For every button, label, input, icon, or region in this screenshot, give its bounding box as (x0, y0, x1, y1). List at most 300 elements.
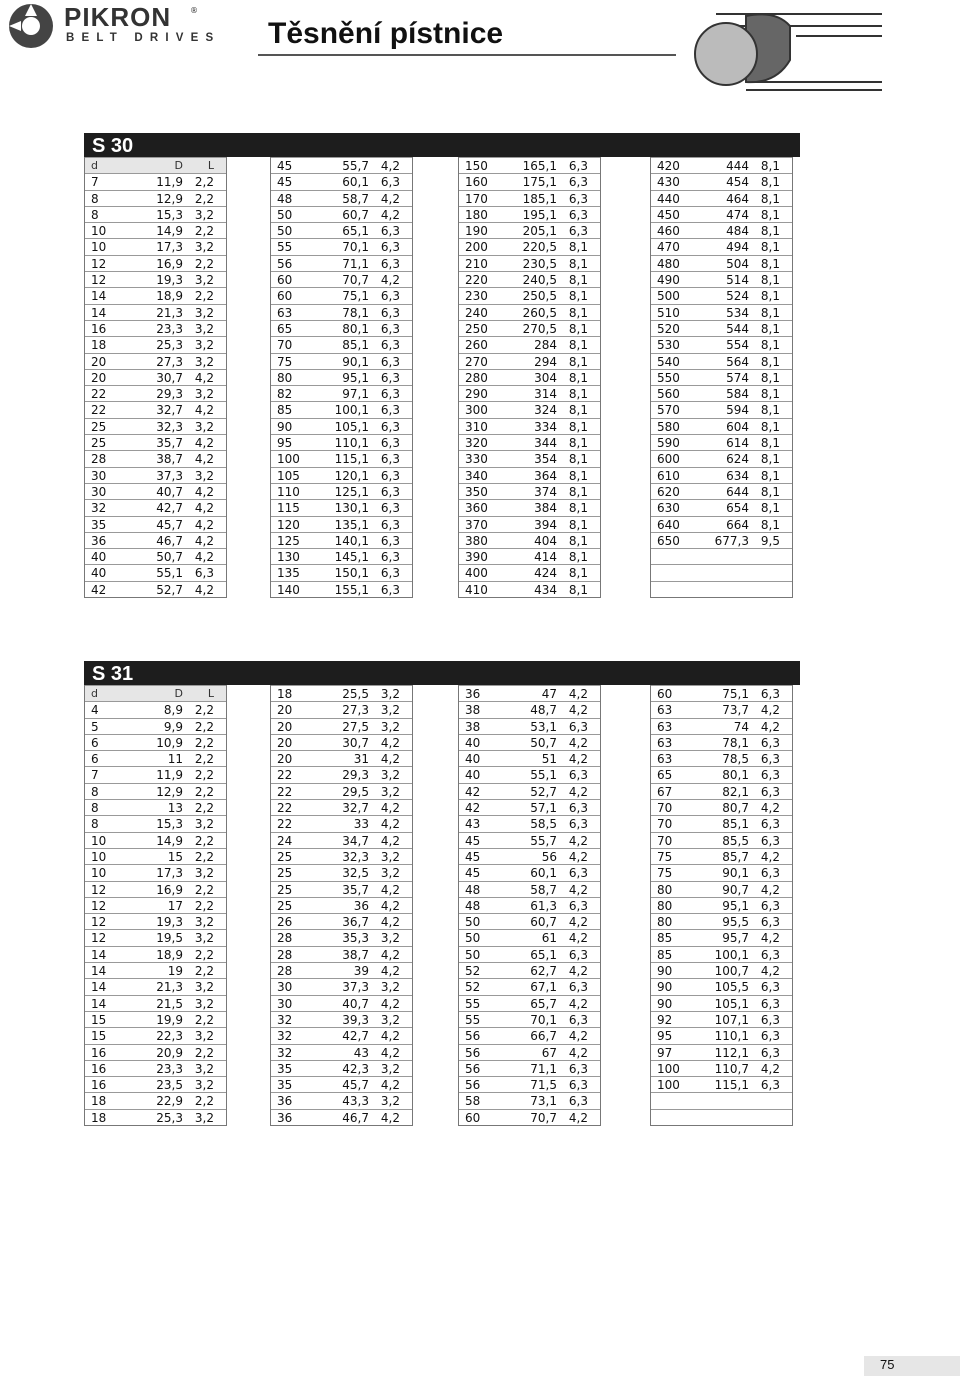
table-cell: 40 (465, 735, 481, 750)
table-row (651, 946, 792, 962)
table-cell: 75 (657, 849, 673, 864)
table-cell: 270,5 (522, 321, 557, 336)
table-cell: 55 (465, 996, 481, 1011)
table-cell: 3,2 (380, 866, 400, 881)
table-row (85, 799, 226, 815)
table-cell: 6,3 (760, 784, 780, 799)
table-cell: 270 (465, 354, 488, 369)
table-cell: 3,2 (194, 980, 214, 995)
table-cell: 3,2 (380, 719, 400, 734)
table-cell: 3,2 (194, 419, 214, 434)
table-cell: 6,3 (380, 517, 400, 532)
table-cell: 55,7 (530, 833, 557, 848)
table-cell: 7 (91, 768, 99, 783)
table-cell: 30,7 (156, 370, 183, 385)
table-row (271, 238, 412, 254)
table-cell: 6,3 (380, 224, 400, 239)
table-cell: 16 (91, 1061, 107, 1076)
table-cell: 4,2 (760, 964, 780, 979)
table-cell: 48 (465, 882, 481, 897)
table-row (651, 157, 792, 173)
table-row (271, 962, 412, 978)
page-title: Těsnění pístnice (268, 17, 504, 50)
table-cell: 32 (91, 501, 107, 516)
table-cell: 8,1 (760, 484, 780, 499)
table-cell: 6,3 (760, 687, 780, 701)
table-cell: 6,3 (760, 833, 780, 848)
table-cell: 2,2 (194, 735, 214, 750)
table-cell: 125,1 (334, 484, 369, 499)
table-cell: 8,1 (760, 191, 780, 206)
table-cell: 640 (657, 517, 680, 532)
table-cell: 500 (657, 289, 680, 304)
table-cell: 220,5 (522, 240, 557, 255)
table-cell: 4,2 (760, 882, 780, 897)
table-row (651, 1060, 792, 1076)
table-row (459, 766, 600, 782)
table-cell: 8,1 (568, 566, 588, 581)
table-cell: 3,2 (194, 207, 214, 222)
table-cell: 4,2 (380, 273, 400, 288)
table-cell: 28 (277, 947, 293, 962)
table-cell: 115 (277, 501, 300, 516)
table-cell: 504 (726, 256, 749, 271)
table-row (651, 718, 792, 734)
table-row (271, 483, 412, 499)
table-cell: 115,1 (334, 452, 369, 467)
table-cell: 4,2 (568, 915, 588, 930)
table-cell: 580 (657, 419, 680, 434)
table-cell: 8,1 (568, 273, 588, 288)
table-cell: 12 (91, 915, 107, 930)
table-row (459, 206, 600, 222)
table-row (85, 1076, 226, 1092)
table-cell: 10 (91, 224, 107, 239)
table-cell: 12 (91, 882, 107, 897)
table-row (271, 1092, 412, 1108)
table-cell: 3,2 (194, 338, 214, 353)
table-cell: 510 (657, 305, 680, 320)
table-cell: 6,3 (568, 159, 588, 173)
table-cell: 4,2 (760, 801, 780, 816)
table-cell: 28 (277, 964, 293, 979)
table-cell: 85,1 (722, 817, 749, 832)
table-cell: 85,5 (722, 833, 749, 848)
table-cell: 80 (277, 370, 293, 385)
table-row (459, 978, 600, 994)
table-row (651, 832, 792, 848)
table-cell: 4,2 (568, 1110, 588, 1125)
table-cell: 6,3 (760, 947, 780, 962)
table-cell: 6,3 (568, 866, 588, 881)
table-row (651, 548, 792, 564)
table-cell: 8 (91, 817, 99, 832)
table-cell: 38 (465, 719, 481, 734)
table-cell: 25,5 (342, 687, 369, 701)
table-cell: 18 (277, 687, 293, 701)
table-cell: 6,3 (568, 1012, 588, 1027)
table-cell: 52,7 (156, 582, 183, 597)
table-cell: 58,7 (530, 882, 557, 897)
table-row (651, 913, 792, 929)
table-cell: 23,5 (156, 1078, 183, 1093)
table-cell: 20,9 (156, 1045, 183, 1060)
table-cell: 100,1 (334, 403, 369, 418)
table-row (85, 881, 226, 897)
table-row (271, 255, 412, 271)
table-cell: 36 (91, 533, 107, 548)
table-cell: 8,1 (568, 533, 588, 548)
table-cell: 42,7 (156, 501, 183, 516)
table-row (459, 1076, 600, 1092)
table-cell: 4,2 (194, 436, 214, 451)
table-cell: 450 (657, 207, 680, 222)
table-cell: 32,7 (342, 801, 369, 816)
table-row (85, 564, 226, 580)
table-cell: 260,5 (522, 305, 557, 320)
table-cell: 4,2 (380, 159, 400, 173)
table-cell: 6,3 (760, 735, 780, 750)
table-row (459, 499, 600, 515)
table-row (271, 929, 412, 945)
table-cell: 15,3 (156, 817, 183, 832)
table-cell: 25,3 (156, 1110, 183, 1125)
table-cell: 20 (91, 354, 107, 369)
table-cell: 66,7 (530, 1029, 557, 1044)
table-cell: 4,2 (568, 703, 588, 718)
table-s30 (84, 133, 800, 597)
table-column-3 (458, 685, 601, 1126)
table-cell: 320 (465, 436, 488, 451)
table-cell: 14 (91, 980, 107, 995)
table-cell (755, 582, 792, 597)
table-cell: 284 (534, 338, 557, 353)
table-cell: 4,2 (194, 452, 214, 467)
table-cell (697, 549, 755, 564)
table-cell: 8,1 (760, 175, 780, 190)
table-cell: 330 (465, 452, 488, 467)
table-cell: 100,1 (714, 947, 749, 962)
table-cell: 56 (541, 849, 557, 864)
table-cell: 50 (277, 207, 293, 222)
table-cell: 90,1 (342, 354, 369, 369)
table-cell: 56 (465, 1078, 481, 1093)
table-cell: 60,7 (530, 915, 557, 930)
table-cell: 4,2 (568, 752, 588, 767)
table-cell: 334 (534, 419, 557, 434)
table-row (651, 1027, 792, 1043)
table-cell: 4,2 (380, 1029, 400, 1044)
table-row (651, 881, 792, 897)
table-cell: 60,1 (530, 866, 557, 881)
table-cell: 6,3 (568, 719, 588, 734)
table-cell: 6,3 (380, 387, 400, 402)
table-cell: 370 (465, 517, 488, 532)
table-row (271, 978, 412, 994)
table-cell: 3,2 (380, 1061, 400, 1076)
table-cell: 63 (277, 305, 293, 320)
table-column-3 (458, 157, 601, 598)
table-cell: 105 (277, 468, 300, 483)
table-cell: 35,3 (342, 931, 369, 946)
table-cell: 80,1 (342, 321, 369, 336)
table-cell: 19,5 (156, 931, 183, 946)
table-cell: 62,7 (530, 964, 557, 979)
table-cell: 75,1 (342, 289, 369, 304)
table-column-1 (84, 685, 227, 1126)
table-cell: 604 (726, 419, 749, 434)
table-cell: 23,3 (156, 321, 183, 336)
table-cell: 2,2 (194, 752, 214, 767)
table-cell: 85 (657, 931, 673, 946)
table-column-4 (650, 157, 793, 598)
table-cell: 314 (534, 387, 557, 402)
table-cell: 15,3 (156, 207, 183, 222)
table-cell: 31 (353, 752, 369, 767)
table-cell: 42 (91, 582, 107, 597)
table-cell: 390 (465, 550, 488, 565)
table-cell: 82,1 (722, 784, 749, 799)
table-row (651, 206, 792, 222)
table-cell: 360 (465, 501, 488, 516)
table-cell: 135,1 (334, 517, 369, 532)
table-cell: 2,2 (194, 882, 214, 897)
table-row (85, 962, 226, 978)
table-cell: 6,3 (760, 768, 780, 783)
table-row (271, 434, 412, 450)
table-cell: 600 (657, 452, 680, 467)
table-row (459, 222, 600, 238)
table-row (459, 173, 600, 189)
table-row (459, 832, 600, 848)
table-cell: 8,1 (760, 452, 780, 467)
table-row (85, 978, 226, 994)
table-cell: 8,1 (568, 354, 588, 369)
table-cell (697, 565, 755, 580)
table-cell: 3,2 (194, 305, 214, 320)
table-row (85, 255, 226, 271)
table-row (271, 946, 412, 962)
table-cell: 560 (657, 387, 680, 402)
table-row (459, 783, 600, 799)
header-cell: D (174, 159, 183, 172)
table-row (651, 418, 792, 434)
table-cell: 2,2 (194, 1094, 214, 1109)
table-cell: 8,1 (568, 501, 588, 516)
table-cell: 2,2 (194, 768, 214, 783)
table-cell: 434 (534, 582, 557, 597)
table-cell: 19,9 (156, 1012, 183, 1027)
table-row (459, 401, 600, 417)
table-row (459, 271, 600, 287)
table-cell: 43 (465, 817, 481, 832)
table-cell: 4,2 (380, 1078, 400, 1093)
table-cell: 354 (534, 452, 557, 467)
table-cell: 150 (465, 159, 488, 173)
table-cell: 95,5 (722, 915, 749, 930)
table-cell: 39 (353, 964, 369, 979)
table-cell: 50,7 (530, 735, 557, 750)
table-row (651, 450, 792, 466)
table-cell: 4,2 (194, 501, 214, 516)
table-cell: 8,1 (760, 321, 780, 336)
table-cell: 46,7 (342, 1110, 369, 1125)
table-cell: 3,2 (194, 273, 214, 288)
table-row (459, 1060, 600, 1076)
table-row (85, 304, 226, 320)
table-cell: 32,5 (342, 866, 369, 881)
table-cell: 97,1 (342, 387, 369, 402)
table-cell: 16,9 (156, 256, 183, 271)
table-cell: 82 (277, 387, 293, 402)
table-cell: 6,3 (380, 582, 400, 597)
table-cell: 58,5 (530, 817, 557, 832)
table-cell: 6,3 (380, 256, 400, 271)
table-cell (697, 1110, 755, 1125)
table-cell: 260 (465, 338, 488, 353)
table-row (271, 799, 412, 815)
table-cell: 12 (91, 931, 107, 946)
table-cell: 180 (465, 207, 488, 222)
table-cell: 12 (91, 273, 107, 288)
table-cell: 12 (91, 256, 107, 271)
table-cell: 6,3 (568, 768, 588, 783)
table-cell: 70 (657, 833, 673, 848)
table-cell: 4,2 (568, 687, 588, 701)
table-cell: 4,2 (568, 996, 588, 1011)
header-cell: L (207, 687, 214, 700)
table-cell: 8,1 (760, 370, 780, 385)
table-cell: 65,1 (342, 224, 369, 239)
table-row (459, 1027, 600, 1043)
table-cell: 100 (277, 452, 300, 467)
page-number: 75 (880, 1357, 895, 1372)
table-cell: 4,2 (194, 403, 214, 418)
table-cell: 8,1 (760, 224, 780, 239)
table-cell: 6 (91, 735, 99, 750)
table-row (651, 385, 792, 401)
table-row (85, 1060, 226, 1076)
table-row (85, 701, 226, 717)
table-cell: 490 (657, 273, 680, 288)
table-cell: 2,2 (194, 947, 214, 962)
table-cell: 6 (91, 752, 99, 767)
table-cell: 530 (657, 338, 680, 353)
table-row (85, 336, 226, 352)
table-cell: 480 (657, 256, 680, 271)
header-cell: d (91, 159, 98, 172)
table-row (271, 815, 412, 831)
table-cell: 25 (277, 898, 293, 913)
table-cell: 10 (91, 833, 107, 848)
table-cell (651, 1093, 697, 1108)
table-cell: 65 (277, 321, 293, 336)
table-cell: 624 (726, 452, 749, 467)
table-cell: 38,7 (342, 947, 369, 962)
table-cell: 60 (277, 289, 293, 304)
table-row (85, 353, 226, 369)
table-row (85, 206, 226, 222)
table-cell: 32 (277, 1012, 293, 1027)
table-row (459, 304, 600, 320)
table-cell: 584 (726, 387, 749, 402)
table-cell: 45,7 (342, 1078, 369, 1093)
table-cell: 23,3 (156, 1061, 183, 1076)
table-cell: 2,2 (194, 898, 214, 913)
table-row (85, 418, 226, 434)
table-row (271, 532, 412, 548)
table-cell: 105,1 (714, 996, 749, 1011)
table-cell: 8,9 (163, 703, 183, 718)
table-cell: 6,3 (568, 1061, 588, 1076)
table-cell: 8,1 (760, 338, 780, 353)
table-row (459, 450, 600, 466)
table-title: S 30 (92, 135, 134, 157)
table-cell: 50 (465, 947, 481, 962)
table-row (271, 1109, 412, 1125)
table-row (651, 271, 792, 287)
table-cell: 6,3 (568, 898, 588, 913)
table-cell: 65,7 (530, 996, 557, 1011)
table-row (85, 1092, 226, 1108)
table-cell (755, 565, 792, 580)
table-cell: 2,2 (194, 703, 214, 718)
table-cell: 18 (91, 1110, 107, 1125)
table-cell: 200 (465, 240, 488, 255)
table-cell: 4,2 (380, 752, 400, 767)
table-row (85, 832, 226, 848)
table-cell: 70 (277, 338, 293, 353)
table-cell: 29,5 (342, 784, 369, 799)
table-cell: 4,2 (380, 882, 400, 897)
table-row (651, 962, 792, 978)
table-row (651, 750, 792, 766)
table-cell: 4,2 (760, 931, 780, 946)
table-cell: 344 (534, 436, 557, 451)
table-cell: 85 (657, 947, 673, 962)
table-cell: 22 (91, 387, 107, 402)
table-cell: 78,1 (342, 305, 369, 320)
table-row (459, 750, 600, 766)
table-cell: 67 (541, 1045, 557, 1060)
table-cell: 45 (465, 833, 481, 848)
table-cell: 620 (657, 484, 680, 499)
table-row (85, 222, 226, 238)
table-cell: 2,2 (194, 1012, 214, 1027)
table-cell: 250 (465, 321, 488, 336)
table-row (459, 815, 600, 831)
table-row (271, 190, 412, 206)
table-row (271, 1076, 412, 1092)
table-row (85, 190, 226, 206)
table-row (459, 516, 600, 532)
table-row (85, 718, 226, 734)
table-cell (755, 549, 792, 564)
table-cell: 2,2 (194, 833, 214, 848)
table-cell: 40 (465, 752, 481, 767)
table-row (271, 222, 412, 238)
table-cell: 28 (277, 931, 293, 946)
table-row (85, 783, 226, 799)
table-cell (651, 1110, 697, 1125)
table-cell: 6,3 (760, 1012, 780, 1027)
table-cell: 90,1 (722, 866, 749, 881)
table-cell: 4,2 (568, 833, 588, 848)
table-cell: 63 (657, 719, 673, 734)
table-cell: 3,2 (380, 687, 400, 701)
table-row (459, 532, 600, 548)
table-cell: 110,7 (714, 1061, 749, 1076)
